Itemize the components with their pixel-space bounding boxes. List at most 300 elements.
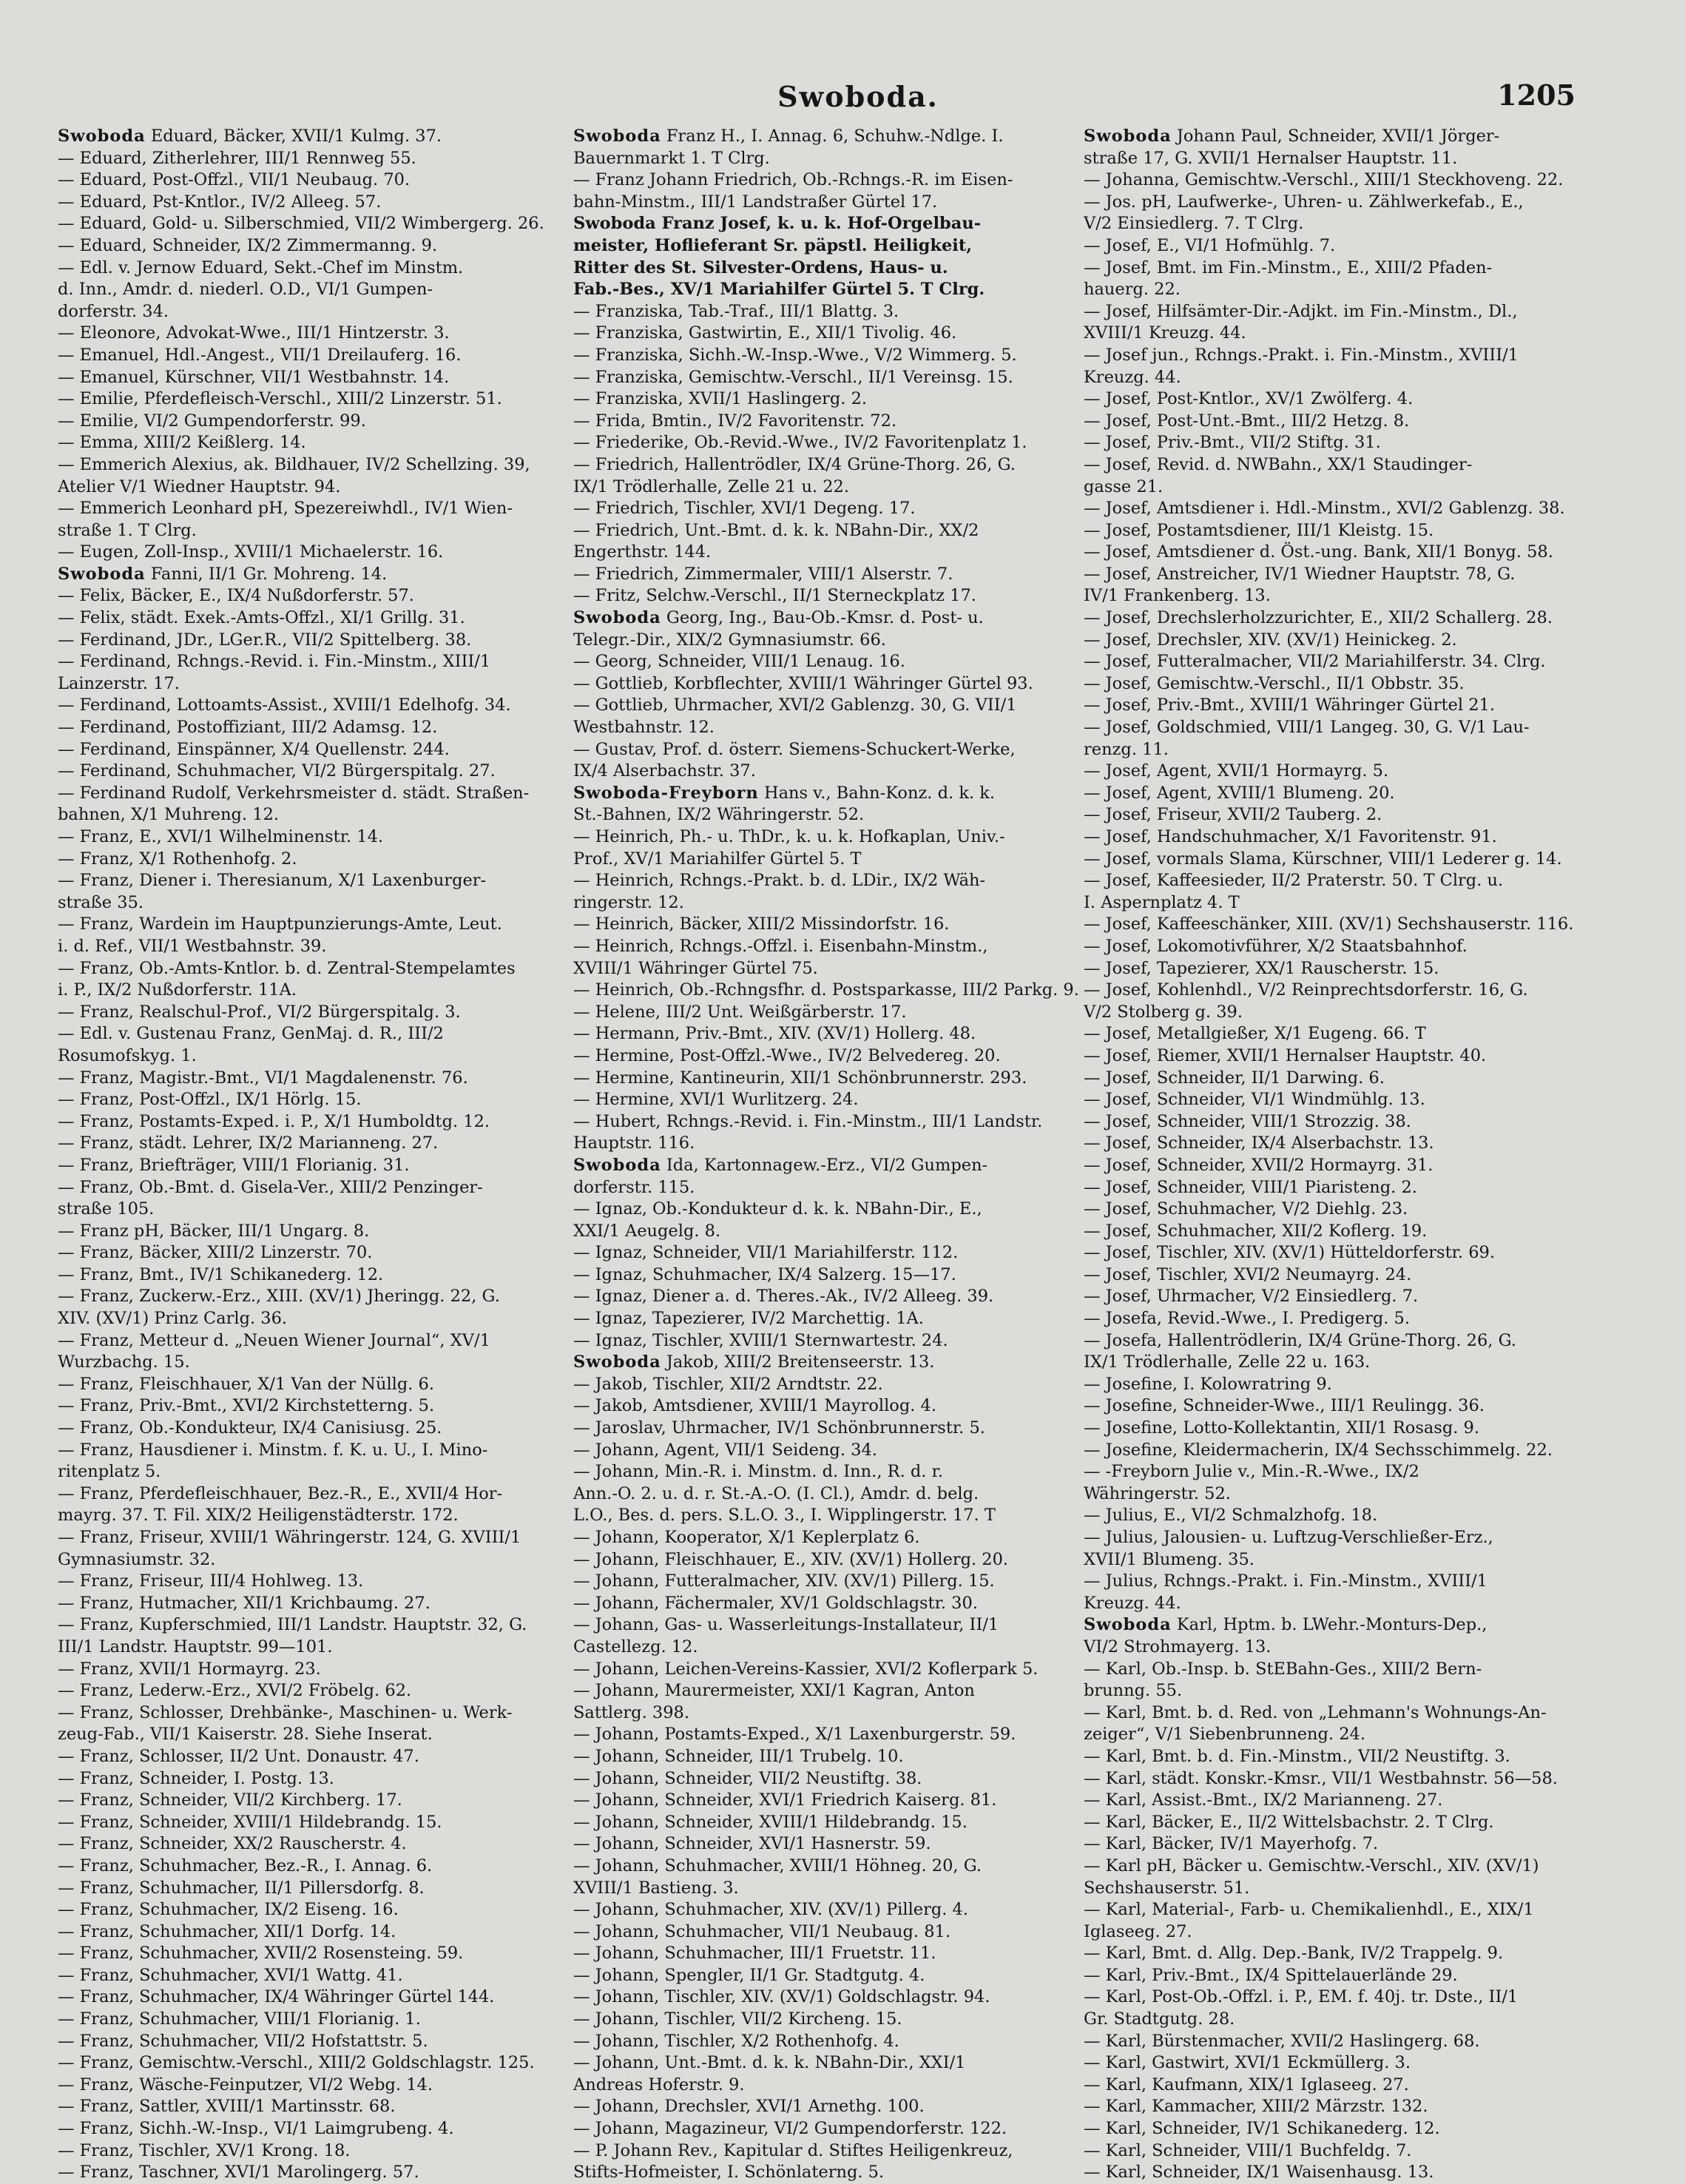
entry-text: — Eduard, Zitherlehrer, III/1 Rennweg 55. [58, 148, 416, 168]
directory-entry [573, 980, 1095, 1002]
entry-text: — Karl, Bäcker, IV/1 Mayerhofg. 7. [1084, 1834, 1379, 1854]
entry-text: — Julius, E., VI/2 Schmalzhofg. 18. [1084, 1506, 1378, 1526]
directory-entry [58, 826, 579, 849]
directory-entry [1084, 585, 1605, 607]
entry-text: — Johann, Drechsler, XVI/1 Arnethg. 100. [573, 2097, 925, 2117]
directory-entry [1084, 1155, 1605, 1177]
entry-text: — Josef, Metallgießer, X/1 Eugeng. 66. T [1084, 1024, 1426, 1044]
entry-text: — Josefine, Lotto-Kollektantin, XII/1 Rosasg. 9. [1084, 1418, 1480, 1438]
directory-entry [573, 1461, 1095, 1483]
entry-text: — Josef, Tapezierer, XX/1 Rauscherstr. 15. [1084, 958, 1439, 978]
entry-text: — P. Johann Rev., Kapitular d. Stiftes Heiligenkreuz, [573, 2140, 1013, 2160]
entry-text: — Franz, Friseur, III/4 Hohlweg. 13. [58, 1571, 364, 1591]
entry-text: — Josef, Schuhmacher, XII/2 Koflerg. 19. [1084, 1221, 1428, 1241]
directory-entry [58, 651, 579, 673]
entry-text: — Johann, Spengler, II/1 Gr. Stadtgutg. 4. [573, 1965, 925, 1985]
directory-entry [58, 739, 579, 761]
directory-entry [573, 783, 1095, 805]
directory-entry [573, 1965, 1095, 1987]
directory-entry [1084, 1264, 1605, 1287]
directory-entry [573, 1943, 1095, 1965]
entry-text: XVIII/1 Kreuzg. 44. [1084, 323, 1246, 343]
directory-entry [573, 761, 1095, 783]
column-1 [58, 126, 579, 2184]
directory-entry [573, 1242, 1095, 1264]
directory-entry [1084, 345, 1605, 367]
directory-entry [58, 1856, 579, 1878]
entry-text: gasse 21. [1084, 476, 1164, 496]
entry-text: — Franz, Metteur d. „Neuen Wiener Journal“, XV/1 [58, 1330, 490, 1350]
directory-entry [58, 1702, 579, 1725]
entry-text: — Josefa, Revid.-Wwe., I. Predigerg. 5. [1084, 1309, 1411, 1329]
directory-entry [573, 1702, 1095, 1725]
directory-entry [1084, 739, 1605, 761]
entry-text: — Franz, Ob.-Bmt. d. Gisela-Ver., XIII/2 Penzinger- [58, 1177, 483, 1197]
entry-text: — Franz, Schneider, VII/2 Kirchberg. 17. [58, 1790, 402, 1810]
entry-text: — Franz, Schneider, I. Postg. 13. [58, 1768, 334, 1788]
entry-text: — Karl, Schneider, IV/1 Schikanederg. 12. [1084, 2119, 1440, 2139]
directory-entry [58, 1943, 579, 1965]
directory-entry [58, 1089, 579, 1111]
directory-entry [1084, 804, 1605, 826]
entry-text: — Josef, Goldschmied, VIII/1 Langeg. 30, G. V/1 Lau- [1084, 718, 1530, 738]
entry-text: — Emilie, Pferdefleisch-Verschl., XIII/2 Linzerstr. 51. [58, 389, 502, 409]
directory-entry [58, 1680, 579, 1702]
directory-entry [58, 1571, 579, 1593]
entry-text: — Franz, Hutmacher, XII/1 Krichbaumg. 27. [58, 1593, 430, 1613]
directory-entry [58, 2096, 579, 2118]
entry-text: — Josef, Post-Unt.-Bmt., III/2 Hetzg. 8. [1084, 411, 1410, 431]
directory-entry [1084, 279, 1605, 301]
entry-text: — Eleonore, Advokat-Wwe., III/1 Hintzerstr. 3. [58, 323, 450, 343]
directory-entry [1084, 476, 1605, 499]
directory-entry [1084, 1768, 1605, 1790]
directory-entry [1084, 1986, 1605, 2009]
directory-entry [58, 1242, 579, 1264]
entry-text: — Josef, Tischler, XIV. (XV/1) Hütteldorferstr. 69. [1084, 1243, 1496, 1263]
directory-entry [58, 432, 579, 454]
entry-text: Atelier V/1 Wiedner Hauptstr. 94. [58, 476, 341, 496]
entry-surname: Swoboda [573, 608, 661, 628]
entry-text: — Josef, Priv.-Bmt., XVIII/1 Währinger Gürtel 21. [1084, 695, 1495, 715]
directory-entry [1084, 126, 1605, 148]
directory-entry [573, 739, 1095, 761]
directory-entry [58, 564, 579, 586]
entry-text: — Edl. v. Gustenau Franz, GenMaj. d. R., III/2 [58, 1024, 444, 1044]
directory-entry [58, 542, 579, 564]
directory-entry [1084, 1002, 1605, 1024]
directory-entry [573, 2096, 1095, 2118]
directory-entry [1084, 411, 1605, 433]
entry-text: — Franziska, Gastwirtin, E., XII/1 Tivolig. 46. [573, 323, 957, 343]
entry-text: bahn-Minstm., III/1 Landstraßer Gürtel 17. [573, 192, 938, 212]
entry-text: — Franziska, XVII/1 Haslingerg. 2. [573, 389, 868, 409]
entry-text: — Eduard, Post-Offzl., VII/1 Neubaug. 70. [58, 170, 411, 190]
entry-text: Jakob, XIII/2 Breitenseerstr. 13. [661, 1352, 935, 1372]
entry-text: — Josef, Schuhmacher, V/2 Diehlg. 23. [1084, 1199, 1408, 1219]
directory-entry [58, 2075, 579, 2097]
entry-text: Andreas Hoferstr. 9. [573, 2075, 745, 2094]
entry-text: V/2 Einsiedlerg. 7. T Clrg. [1084, 214, 1304, 234]
entry-text: — Josef, Anstreicher, IV/1 Wiedner Hauptstr. 78, G. [1084, 564, 1516, 584]
directory-entry [573, 1768, 1095, 1790]
entry-text: i. d. Ref., VII/1 Westbahnstr. 39. [58, 936, 327, 956]
entry-text: — Josef, Futteralmacher, VII/2 Mariahilferstr. 34. Clrg. [1084, 652, 1546, 672]
entry-text: — Franz, Realschul-Prof., VI/2 Bürgerspitalg. 3. [58, 1002, 461, 1022]
entry-text: — Josef, Lokomotivführer, X/2 Staatsbahnhof. [1084, 936, 1468, 956]
entry-text: — Johann, Fleischhauer, E., XIV. (XV/1) Hollerg. 20. [573, 1549, 1009, 1569]
directory-entry [1084, 607, 1605, 630]
directory-entry [573, 1264, 1095, 1287]
entry-text: — Franz, Schneider, XX/2 Rauscherstr. 4. [58, 1834, 407, 1854]
entry-text: — Josef, Schneider, XVII/2 Hormayrg. 31. [1084, 1155, 1434, 1175]
entry-text: — Eugen, Zoll-Insp., XVIII/1 Michaelerstr. 16. [58, 542, 444, 562]
directory-entry [58, 630, 579, 652]
entry-text: — Franz, Wäsche-Feinputzer, VI/2 Webg. 14. [58, 2075, 433, 2094]
directory-entry [1084, 2031, 1605, 2053]
entry-text: — Karl, Bmt. d. Allg. Dep.-Bank, IV/2 Trappelg. 9. [1084, 1944, 1504, 1964]
entry-text: Eduard, Bäcker, XVII/1 Kulmg. 37. [145, 127, 442, 146]
directory-entry [58, 892, 579, 914]
entry-text: — Johann, Agent, VII/1 Seideng. 34. [573, 1440, 877, 1460]
entry-text: — Franz, Taschner, XVI/1 Marolingerg. 57. [58, 2163, 419, 2183]
directory-entry [1084, 1330, 1605, 1352]
entry-text: — Jakob, Tischler, XII/2 Arndtstr. 22. [573, 1374, 883, 1394]
entry-text: — Hermine, Post-Offzl.-Wwe., IV/2 Belvedereg. 20. [573, 1045, 1001, 1065]
entry-text: — Hermine, Kantineurin, XII/1 Schönbrunnerstr. 293. [573, 1068, 1027, 1088]
entry-text: — Franz, Schlosser, II/2 Unt. Donaustr. 47. [58, 1746, 419, 1766]
directory-entry [1084, 1812, 1605, 1834]
entry-text: — Josef, Schneider, VI/1 Windmühlg. 13. [1084, 1090, 1425, 1110]
directory-entry [1084, 301, 1605, 323]
entry-text: — Franz, Schlosser, Drehbänke-, Maschinen- u. Werk- [58, 1702, 513, 1722]
directory-entry [1084, 1746, 1605, 1768]
directory-entry [58, 761, 579, 783]
directory-entry [58, 585, 579, 607]
directory-entry [1084, 695, 1605, 717]
directory-entry [58, 1637, 579, 1659]
directory-entry [58, 1264, 579, 1287]
directory-entry [58, 1155, 579, 1177]
entry-text: — -Freyborn Julie v., Min.-R.-Wwe., IX/2 [1084, 1462, 1419, 1482]
directory-entry [1084, 148, 1605, 170]
entry-text: — Gottlieb, Korbflechter, XVIII/1 Währinger Gürtel 93. [573, 673, 1033, 693]
entry-text: — Emmerich Alexius, ak. Bildhauer, IV/2 Schellzing. 39, [58, 454, 530, 474]
directory-entry [58, 980, 579, 1002]
entry-text: — Johann, Unt.-Bmt. d. k. k. NBahn-Dir., XXI/1 [573, 2053, 966, 2073]
entry-text: — Josef, Riemer, XVII/1 Hernalser Hauptstr. 40. [1084, 1045, 1487, 1065]
entry-text: — Franz, Schuhmacher, IX/2 Eiseng. 16. [58, 1900, 399, 1920]
directory-entry [1084, 1089, 1605, 1111]
directory-entry [573, 1899, 1095, 1921]
directory-entry [573, 958, 1095, 980]
entry-text: — Franz, Magistr.-Bmt., VI/1 Magdalenenstr. 76. [58, 1068, 468, 1088]
entry-text: — Josef, Bmt. im Fin.-Minstm., E., XIII/2 Pfaden- [1084, 257, 1493, 277]
directory-entry [58, 323, 579, 345]
directory-entry [58, 1199, 579, 1221]
entry-text: — Johann, Schneider, III/1 Trubelg. 10. [573, 1746, 904, 1766]
directory-entry [58, 1002, 579, 1024]
directory-entry [573, 1724, 1095, 1746]
entry-text: — Franz, X/1 Rothenhofg. 2. [58, 849, 297, 869]
directory-entry [573, 323, 1095, 345]
directory-entry [1084, 1395, 1605, 1418]
entry-text: — Ferdinand, Lottoamts-Assist., XVIII/1 Edelhofg. 34. [58, 695, 511, 715]
entry-text: — Franz, Bmt., IV/1 Schikanederg. 12. [58, 1264, 384, 1284]
directory-entry [1084, 651, 1605, 673]
entry-text: — Gustav, Prof. d. österr. Siemens-Schuckert-Werke, [573, 739, 1016, 759]
entry-text: — Friedrich, Unt.-Bmt. d. k. k. NBahn-Dir., XX/2 [573, 520, 979, 540]
directory-entry [1084, 761, 1605, 783]
directory-entry [58, 498, 579, 520]
entry-text: — Johann, Tischler, VII/2 Kircheng. 15. [573, 2009, 902, 2029]
entry-text: — Franz, Zuckerw.-Erz., XIII. (XV/1) Jheringg. 22, G. [58, 1287, 500, 1307]
directory-entry [573, 257, 1095, 280]
directory-entry [1084, 1111, 1605, 1133]
directory-entry [58, 1965, 579, 1987]
directory-entry [58, 1023, 579, 1045]
directory-entry [58, 1899, 579, 1921]
directory-entry [58, 411, 579, 433]
directory-entry [1084, 1856, 1605, 1878]
entry-text: — Julius, Rchngs.-Prakt. i. Fin.-Minstm., XVIII/1 [1084, 1571, 1488, 1591]
directory-entry [573, 936, 1095, 958]
directory-entry [1084, 1593, 1605, 1615]
directory-entry [1084, 1352, 1605, 1374]
entry-text: — Franz, Post-Offzl., IX/1 Hörlg. 15. [58, 1090, 362, 1110]
directory-entry [573, 432, 1095, 454]
directory-entry [573, 1746, 1095, 1768]
directory-entry [1084, 1614, 1605, 1637]
entry-text: — Felix, Bäcker, E., IX/4 Nußdorferstr. 57. [58, 586, 414, 606]
entry-surname: Swoboda [573, 1155, 661, 1175]
entry-text: dorferstr. 34. [58, 301, 169, 321]
entry-text: — Johann, Tischler, X/2 Rothenhofg. 4. [573, 2031, 899, 2051]
entry-text: — Franz, städt. Lehrer, IX/2 Marianneng. 27. [58, 1133, 439, 1153]
entry-surname: Swoboda [573, 127, 661, 146]
directory-entry [573, 695, 1095, 717]
entry-text: — Jakob, Amtsdiener, XVIII/1 Mayrollog. 4. [573, 1396, 937, 1416]
directory-entry [1084, 1899, 1605, 1921]
entry-text: — Franz, Sichh.-W.-Insp., VI/1 Laimgrubeng. 4. [58, 2119, 454, 2139]
entry-text: — Franz, Sattler, XVIII/1 Martinsstr. 68. [58, 2097, 396, 2117]
entry-text: — Josef, Drechsler, XIV. (XV/1) Heinickeg. 2. [1084, 630, 1457, 650]
directory-entry [573, 411, 1095, 433]
directory-entry [58, 1746, 579, 1768]
entry-text: — Karl, Bmt. b. d. Red. von „Lehmann's Wohnungs-An- [1084, 1702, 1547, 1722]
page-number: 1205 [1497, 78, 1576, 112]
entry-text: — Josef, Hilfsämter-Dir.-Adjkt. im Fin.-Minstm., Dl., [1084, 301, 1518, 321]
entry-text: — Josef, Friseur, XVII/2 Tauberg. 2. [1084, 805, 1382, 825]
entry-text: dorferstr. 115. [573, 1177, 695, 1197]
directory-entry [573, 301, 1095, 323]
entry-text: — Emanuel, Kürschner, VII/1 Westbahnstr. 14. [58, 367, 450, 387]
directory-entry [58, 345, 579, 367]
directory-entry [58, 1921, 579, 1944]
directory-entry [58, 1768, 579, 1790]
entry-text: Kreuzg. 44. [1084, 367, 1181, 387]
directory-entry [573, 564, 1095, 586]
entry-text: bahnen, X/1 Muhreng. 12. [58, 805, 280, 825]
directory-entry [573, 148, 1095, 170]
entry-text: straße 105. [58, 1199, 155, 1219]
entry-text: Ritter des St. Silvester-Ordens, Haus- u. [573, 257, 948, 277]
entry-text: — Emmerich Leonhard pH, Spezereiwhdl., IV/1 Wien- [58, 499, 513, 519]
directory-entry [1084, 1833, 1605, 1856]
entry-text: — Franz, Friseur, XVIII/1 Währingerstr. 124, G. XVIII/1 [58, 1528, 521, 1547]
entry-text: — Johann, Schuhmacher, III/1 Fruetstr. 11. [573, 1944, 936, 1964]
entry-text: — Johann, Schneider, XVI/1 Friedrich Kaiserg. 81. [573, 1790, 997, 1810]
entry-text: St.-Bahnen, IX/2 Währingerstr. 52. [573, 805, 865, 825]
directory-entry [573, 1790, 1095, 1812]
entry-text: — Johann, Leichen-Vereins-Kassier, XVI/2 Koflerpark 5. [573, 1659, 1039, 1679]
directory-entry [1084, 213, 1605, 235]
entry-text: — Johann, Schuhmacher, VII/1 Neubaug. 81. [573, 1921, 951, 1941]
entry-text: — Franziska, Gemischtw.-Verschl., II/1 Vereinsg. 15. [573, 367, 1013, 387]
directory-entry [573, 1374, 1095, 1396]
directory-entry [1084, 1527, 1605, 1549]
entry-surname: Swoboda [1084, 127, 1172, 146]
entry-text: — Heinrich, Ob.-Rchngsfhr. d. Postsparkasse, III/2 Parkg. 9. [573, 980, 1079, 1000]
directory-entry [1084, 1571, 1605, 1593]
directory-entry [573, 870, 1095, 892]
entry-text: Bauernmarkt 1. T Clrg. [573, 148, 770, 168]
entry-text: — Josef, Drechslerholzzurichter, E., XII/2 Schallerg. 28. [1084, 608, 1553, 628]
entry-text: Lainzerstr. 17. [58, 673, 180, 693]
entry-text: — Ignaz, Diener a. d. Theres.-Ak., IV/2 Alleeg. 39. [573, 1287, 994, 1307]
directory-entry [1084, 1943, 1605, 1965]
directory-entry [1084, 1680, 1605, 1702]
entry-surname: Swoboda-Freyborn [573, 783, 759, 803]
entry-text: Ann.-O. 2. u. d. r. St.-A.-O. (I. Cl.), Amdr. d. belg. [573, 1483, 979, 1503]
directory-entry [573, 1527, 1095, 1549]
directory-entry [573, 1986, 1095, 2009]
directory-entry [1084, 1965, 1605, 1987]
entry-text: — Emma, XIII/2 Keißlerg. 14. [58, 433, 306, 453]
directory-entry [1084, 169, 1605, 192]
entry-text: XVIII/1 Bastieng. 3. [573, 1878, 739, 1898]
directory-entry [58, 1878, 579, 1900]
directory-entry [58, 279, 579, 301]
directory-entry [1084, 870, 1605, 892]
directory-entry [58, 213, 579, 235]
directory-entry [1084, 2096, 1605, 2118]
entry-text: — Jaroslav, Uhrmacher, IV/1 Schönbrunnerstr. 5. [573, 1418, 985, 1438]
entry-text: Währingerstr. 52. [1084, 1483, 1231, 1503]
entry-text: — Josefine, Schneider-Wwe., III/1 Reulingg. 36. [1084, 1396, 1485, 1416]
entry-text: Sechshauserstr. 51. [1084, 1878, 1250, 1898]
directory-entry [573, 1418, 1095, 1440]
directory-entry [1084, 1702, 1605, 1725]
directory-entry [1084, 564, 1605, 586]
directory-entry [1084, 235, 1605, 257]
entry-text: VI/2 Strohmayerg. 13. [1084, 1637, 1272, 1656]
directory-entry [1084, 2075, 1605, 2097]
directory-entry [58, 235, 579, 257]
entry-text: — Karl, Bmt. b. d. Fin.-Minstm., VII/2 Neustiftg. 3. [1084, 1746, 1510, 1766]
directory-entry [573, 717, 1095, 739]
entry-text: — Johann, Magazineur, VI/2 Gumpendorferstr. 122. [573, 2119, 1007, 2139]
directory-entry [573, 1352, 1095, 1374]
directory-entry [573, 126, 1095, 148]
directory-entry [573, 1177, 1095, 1199]
directory-entry [573, 1878, 1095, 1900]
directory-entry [58, 1833, 579, 1856]
entry-text: Engerthstr. 144. [573, 542, 712, 562]
directory-entry [1084, 454, 1605, 476]
entry-text: — Franz, Diener i. Theresianum, X/1 Laxenburger- [58, 871, 487, 891]
directory-entry [1084, 1637, 1605, 1659]
directory-entry [573, 1330, 1095, 1352]
directory-entry [58, 1111, 579, 1133]
entry-text: straße 17, G. XVII/1 Hernalser Hauptstr. 11. [1084, 148, 1458, 168]
directory-entry [58, 1505, 579, 1527]
entry-text: — Johann, Fächermaler, XV/1 Goldschlagstr. 30. [573, 1593, 978, 1613]
directory-entry [573, 1856, 1095, 1878]
directory-entry [58, 520, 579, 542]
entry-text: — Ferdinand, Schuhmacher, VI/2 Bürgerspitalg. 27. [58, 761, 496, 781]
running-head: Swoboda. [777, 80, 939, 113]
entry-surname: Swoboda [58, 127, 146, 146]
entry-text: — Franziska, Tab.-Traf., III/1 Blattg. 3. [573, 301, 899, 321]
directory-entry [58, 1483, 579, 1506]
entry-text: — Helene, III/2 Unt. Weißgärberstr. 17. [573, 1002, 907, 1022]
directory-entry [58, 2031, 579, 2053]
entry-text: — Hubert, Rchngs.-Revid. i. Fin.-Minstm., III/1 Landstr. [573, 1111, 1043, 1131]
directory-entry [58, 2052, 579, 2075]
directory-entry [573, 849, 1095, 871]
directory-entry [58, 1659, 579, 1681]
directory-entry [1084, 1483, 1605, 1506]
directory-entry [1084, 1921, 1605, 1944]
entry-surname: Swoboda [58, 564, 146, 584]
entry-text: Rosumofskyg. 1. [58, 1045, 197, 1065]
entry-text: — Josefine, Kleidermacherin, IX/4 Sechsschimmelg. 22. [1084, 1440, 1553, 1460]
directory-entry [1084, 1133, 1605, 1155]
entry-text: — Johann, Schneider, XVIII/1 Hildebrandg. 15. [573, 1812, 968, 1832]
entry-text: — Josef, Schneider, II/1 Darwing. 6. [1084, 1068, 1385, 1088]
entry-text: Telegr.-Dir., XIX/2 Gymnasiumstr. 66. [573, 630, 886, 650]
directory-entry [58, 169, 579, 192]
entry-text: — Josef, Agent, XVII/1 Hormayrg. 5. [1084, 761, 1389, 781]
entry-text: — Franz, Postamts-Exped. i. P., X/1 Humboldtg. 12. [58, 1111, 490, 1131]
entry-text: — Eduard, Schneider, IX/2 Zimmermanng. 9. [58, 235, 438, 255]
entry-text: — Franz, Pferdefleischhauer, Bez.-R., E., XVII/4 Hor- [58, 1483, 503, 1503]
directory-entry [58, 1812, 579, 1834]
entry-text: — Karl, Bäcker, E., II/2 Wittelsbachstr. 2. T Clrg. [1084, 1812, 1494, 1832]
entry-text: Ida, Kartonnagew.-Erz., VI/2 Gumpen- [661, 1155, 988, 1175]
directory-entry [573, 1549, 1095, 1571]
directory-entry [1084, 1308, 1605, 1330]
entry-text: — Ignaz, Schuhmacher, IX/4 Salzerg. 15—17. [573, 1264, 956, 1284]
directory-entry [573, 1111, 1095, 1133]
entry-text: — Julius, Jalousien- u. Luftzug-Verschließer-Erz., [1084, 1528, 1493, 1547]
column-3 [1084, 126, 1605, 2184]
directory-entry [573, 1921, 1095, 1944]
directory-entry [58, 2118, 579, 2140]
entry-text: Hauptstr. 116. [573, 1133, 695, 1153]
entry-text: — Frida, Bmtin., IV/2 Favoritenstr. 72. [573, 411, 897, 431]
directory-entry [58, 301, 579, 323]
directory-entry [1084, 892, 1605, 914]
directory-entry [58, 607, 579, 630]
directory-entry [573, 1680, 1095, 1702]
directory-entry [58, 1330, 579, 1352]
directory-entry [573, 651, 1095, 673]
directory-entry [1084, 542, 1605, 564]
entry-text: — Josef, Revid. d. NWBahn., XX/1 Staudinger- [1084, 454, 1473, 474]
entry-text: — Franz, Schuhmacher, II/1 Pillersdorfg. 8. [58, 1878, 425, 1898]
